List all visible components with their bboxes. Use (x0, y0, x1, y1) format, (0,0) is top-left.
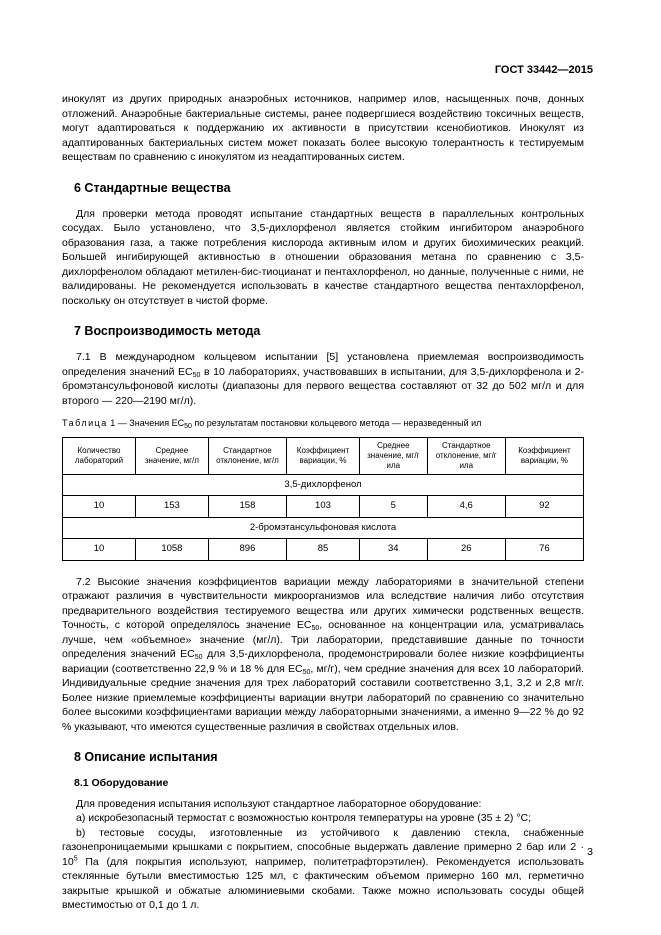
section-6-title: 6 Стандартные вещества (74, 180, 231, 195)
page-number: 3 (587, 846, 593, 858)
table-caption: Таблица 1 — Значения $ЕС_{50}$ по результатам постановки кольцевого метода — неразведенный ил (62, 418, 482, 430)
subsection-8-1-title: 8.1 Оборудование (74, 777, 169, 789)
table-header-row (63, 437, 584, 474)
table-cell: 92 (505, 496, 583, 518)
table-cell: 103 (287, 496, 360, 518)
paragraph-7-1: 7.1 В международном кольцевом испытании [5] установлена приемлемая воспроизводимость определения значений $ЕС_{50}$ в 10 лабораториях, участвовавших в испытании, для 3,5-дихлорфенола и 2-бромэтансульфоновой кислоты (диапазоны для первого вещества составляют от 32 до 502 мг/л и для второго — 220—2190 мг/л). (62, 351, 585, 407)
table-cell: 1058 (135, 539, 208, 561)
table-header-cell: Среднее значение, мг/г ила (359, 437, 427, 474)
table-header-cell: Стандартное отклонение, мг/г ила (427, 437, 505, 474)
table-cell: 26 (427, 539, 505, 561)
table-cell: 76 (505, 539, 583, 561)
table-header-cell: Среднее значение, мг/л (135, 437, 208, 474)
table-cell: 10 (63, 496, 136, 518)
table-header-cell: Количество лабораторий (63, 437, 136, 474)
intro-paragraph: инокулят из других природных анаэробных источников, например илов, насыщенных почв, донных отложений. Анаэробные бактериальные системы, ранее подвергшиеся воздействию токсичных веществ, могут адаптироваться к поддержанию их активности в присутствии ксенобиотиков. Инокулят из адаптированных бактериальных систем может показать более высокую толерантность к тестируемым веществам по сравнению с инокулятом из неадаптированных систем. (62, 93, 584, 163)
results-table (62, 437, 584, 561)
table-cell: 4,6 (427, 496, 505, 518)
table-header-cell: Коэффициент вариации, % (287, 437, 360, 474)
list-item: b) тестовые сосуды, изготовленные из устойчивого к давлению стекла, снабженные газонепроницаемыми крышками с покрытием, способные выдержать давление примерно 2 бар или $2 \cdot 10^5$ Па (для покрытия используют, например, политетрафторэтилен). Рекомендуется использовать стеклянные бутыли вместимостью 125 мл, с фактическим объемом примерно 160 мл, герметично закрытые крышкой и обжатые алюминиевыми скобами. Также можно использовать сосуды общей вместимостью от 0,1 до 1 л. (62, 826, 584, 911)
table-row (63, 496, 584, 518)
table-group-label: 3,5-дихлорфенол (63, 474, 584, 496)
paragraph-7-2: 7.2 Высокие значения коэффициентов вариации между лабораториями в значительной степени отражают различия в чувствительности микроорганизмов ила вследствие наличия либо отсутствия предварительного воздействия тестируемого вещества или других химически родственных веществ. Точность, с которой определялось значение $ЕС_{50}$, основанное на концентрации ила, усматривалась лучше, чем «объемное» значение (мг/л). Три лаборатории, представившие данные по точности определения значений $ЕС_{50}$ для 3,5-дихлорфенола, продемонстрировали более низкие коэффициенты вариации (соответственно 22,9 % и 18 % для $ЕС_{50}$, мг/г), чем средние значения для всех 10 лабораторий. Индивидуальные средние значения для трех лабораторий составили соответственно 3,1, 3,2 и 2,8 мг/г. Более низкие приемлемые коэффициенты вариации внутри лабораторий по сравнению со значительно более высокими коэффициентами вариации между лабораторными значениями, а именно 9—22 % до 92 % указывают, что имеются существенные различия в свойствах отдельных илов. (62, 575, 585, 733)
table-cell: 153 (135, 496, 208, 518)
standard-header: ГОСТ 33442—2015 (494, 64, 593, 76)
table-header-cell: Коэффициент вариации, % (505, 437, 583, 474)
page-content (62, 92, 584, 913)
table-group-row (63, 474, 584, 496)
section-6-paragraph: Для проверки метода проводят испытание стандартных веществ в параллельных контрольных сосудах. Было установлено, что 3,5-дихлорфенол является стойким ингибитором анаэробного образования газа, а также потребления кислорода активным илом и других биохимических реакций. Большей ингибирующей активностью в отношении образования метана по сравнению с 3,5-дихлорфенолом обладают метилен-бис-тиоцианат и пентахлорфенол, но данные, полученные с ними, не валидированы. Не рекомендуется использовать в качестве стандартного вещества пентахлорфенол, поскольку он отсутствует в чистой форме. (62, 207, 584, 307)
equipment-list (62, 797, 584, 913)
section-7-title: 7 Воспроизводимость метода (74, 324, 261, 338)
table-cell: 10 (63, 539, 136, 561)
table-cell: 34 (359, 539, 427, 561)
table-group-label: 2-бромэтансульфоновая кислота (63, 517, 584, 539)
table-cell: 896 (208, 539, 286, 561)
equipment-intro: Для проведения испытания используют стандартное лабораторное оборудование: (76, 797, 482, 810)
table-row (63, 539, 584, 561)
list-item: а) искробезопасный термостат с возможностью контроля температуры на уровне (35 ± 2) °С; (76, 812, 532, 824)
table-cell: 158 (208, 496, 286, 518)
table-header-cell: Стандартное отклонение, мг/л (208, 437, 286, 474)
table-cell: 5 (359, 496, 427, 518)
table-cell: 85 (287, 539, 360, 561)
table-group-row (63, 517, 584, 539)
section-8-title: 8 Описание испытания (74, 750, 218, 764)
